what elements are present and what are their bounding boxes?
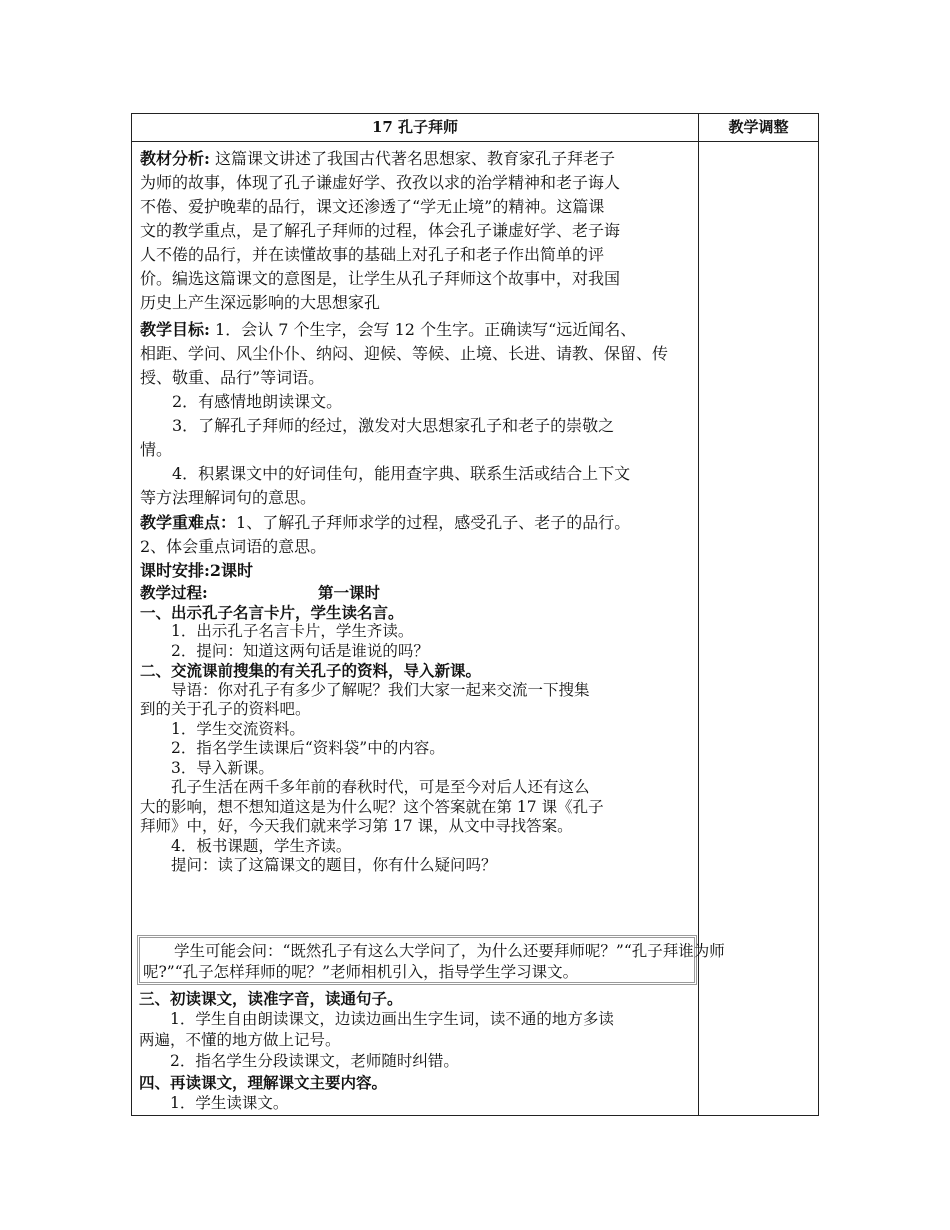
header-divider [132, 141, 818, 142]
analysis-line: 不倦、爱护晚辈的品行，课文还渗透了“学无止境”的精神。这篇课 [140, 197, 605, 216]
analysis-line: 文的教学重点，是了解孔子拜师的过程，体会孔子谦虚好学、老子诲 [140, 221, 621, 240]
teaching-adjustment-header: 教学调整 [728, 118, 789, 136]
process-period: 第一课时 [318, 583, 381, 602]
goal-item: 等方法理解词句的意思。 [140, 488, 317, 507]
step-item: 1．学生交流资料。 [171, 719, 305, 738]
analysis-label: 教材分析: [140, 149, 210, 168]
step-item: 两遍，不懂的地方做上记号。 [139, 1031, 341, 1049]
step-item: 1．学生读课文。 [170, 1094, 289, 1112]
analysis-line: 这篇课文讲述了我国古代著名思想家、教育家孔子拜老子 [209, 149, 616, 168]
analysis-line: 人不倦的品行，并在读懂故事的基础上对孔子和老子作出简单的评 [140, 245, 605, 264]
step-intro: 导语：你对孔子有多少了解呢？我们大家一起来交流一下搜集 [171, 680, 590, 699]
goal-item: 2．有感情地朗读课文。 [172, 392, 343, 411]
step-paragraph: 孔子生活在两千多年前的春秋时代，可是至今对后人还有这么 [171, 778, 590, 796]
step-item: 2．提问：知道这两句话是谁说的吗？ [171, 641, 429, 660]
step-question: 提问：读了这篇课文的题目，你有什么疑问吗？ [171, 856, 497, 874]
analysis-line: 为师的故事，体现了孔子谦虚好学、孜孜以求的治学精神和老子诲人 [140, 173, 621, 192]
step-title: 三、初读课文，读准字音，读通句子。 [139, 989, 403, 1008]
process-label: 教学过程: [140, 583, 208, 602]
step-paragraph: 大的影响，想不想知道这是为什么呢？这个答案就在第 17 课《孔子 [140, 797, 604, 816]
step-intro: 到的关于孔子的资料吧。 [140, 700, 311, 718]
step-item: 4．板书课题，学生齐读。 [171, 836, 352, 855]
lesson-content-continued [139, 988, 695, 1114]
step-item: 3．导入新课。 [171, 758, 274, 777]
step-paragraph: 拜师》中，好，今天我们就来学习第 17 课，从文中寻找答案。 [140, 817, 573, 835]
goals-line: 相距、学问、风尘仆仆、纳闷、迎候、等候、止境、长进、请教、保留、传 [140, 344, 669, 363]
student-question-textbox [143, 941, 883, 983]
difficulty-line: 2、体会重点词语的意思。 [140, 537, 327, 556]
quote-line: 学生可能会问：“既然孔子有这么大学问了，为什么还要拜师呢？”“孔子拜谁为师 [174, 942, 725, 960]
analysis-line: 历史上产生深远影响的大思想家孔 [140, 293, 381, 312]
step-title: 四、再读课文，理解课文主要内容。 [139, 1073, 388, 1092]
step-title: 一、出示孔子名言卡片，学生读名言。 [140, 602, 404, 622]
step-title: 二、交流课前搜集的有关孔子的资料，导入新课。 [140, 661, 482, 680]
analysis-section [140, 147, 696, 315]
difficulty-line: 1、了解孔子拜师求学的过程，感受孔子、老子的品行。 [236, 513, 631, 532]
analysis-line: 价。编选这篇课文的意图是，让学生从孔子拜师这个故事中，对我国 [140, 269, 621, 288]
goals-line: 1．会认 7 个生字，会写 12 个生字。正确读写“远近闻名、 [209, 320, 637, 339]
schedule-line: 课时安排:2课时 [140, 561, 254, 580]
goals-section [140, 318, 696, 510]
step-item: 1．出示孔子名言卡片，学生齐读。 [171, 622, 414, 640]
step-item: 2．指名学生分段读课文，老师随时纠错。 [170, 1052, 459, 1070]
difficulty-label: 教学重难点： [140, 513, 237, 532]
goals-label: 教学目标: [140, 320, 210, 339]
process-section [140, 583, 696, 876]
process-row [140, 583, 696, 603]
difficulty-section [140, 511, 696, 583]
goals-line: 授、敬重、品行”等词语。 [140, 368, 325, 387]
quote-line: 呢?”“孔子怎样拜师的呢？”老师相机引入，指导学生学习课文。 [143, 963, 579, 981]
step-item: 1．学生自由朗读课文，边读边画出生字生词，读不通的地方多读 [170, 1010, 614, 1028]
goal-item: 4．积累课文中的好词佳句，能用查字典、联系生活或结合上下文 [172, 464, 631, 483]
step-item: 2．指名学生读课后“资料袋”中的内容。 [171, 739, 445, 757]
lesson-title: 17 孔子拜师 [371, 118, 459, 136]
goal-item: 情。 [140, 440, 173, 459]
goal-item: 3．了解孔子拜师的经过，激发对大思想家孔子和老子的崇敬之 [172, 416, 615, 435]
lesson-content [140, 147, 696, 876]
